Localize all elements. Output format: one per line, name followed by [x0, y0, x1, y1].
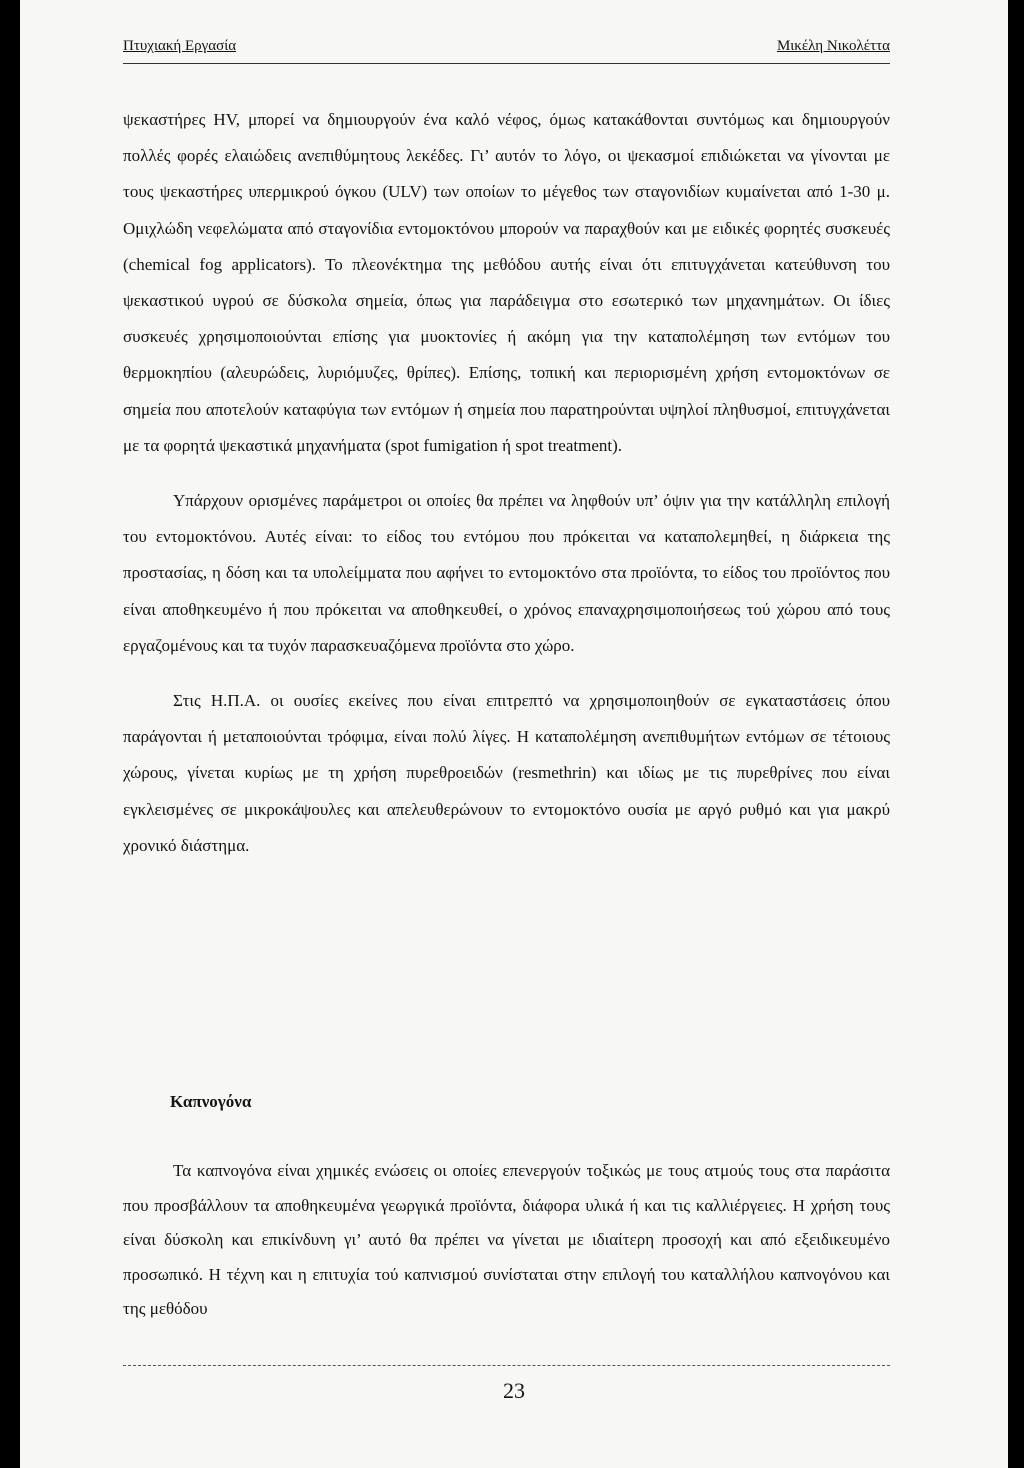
document-page [20, 0, 1008, 1468]
header-left: Πτυχιακή Εργασία [123, 38, 237, 54]
paragraph-3: Στις Η.Π.Α. οι ουσίες εκείνες που είναι επιτρεπτό να χρησιμοποιηθούν σε εγκαταστάσεις όπου παράγονται ή μεταποιούνται τρόφιμα, είναι πολύ λίγες. Η καταπολέμηση ανεπιθυμήτων εντόμων σε τέτοιους χώρους, γίνεται κυρίως με τη χρήση πυρεθροειδών (resmethrin) και ιδίως με τις πυρεθρίνες που είναι εγκλεισμένες σε μικροκάψουλες και απελευθερώνουν το εντομοκτόνο ουσία με αργό ρυθμό και για μακρύ χρονικό διάστημα. [123, 691, 890, 855]
main-text [123, 102, 890, 864]
section-text [123, 1154, 890, 1327]
paragraph-1: ψεκαστήρες HV, μπορεί να δημιουργούν ένα καλό νέφος, όμως κατακάθονται συντόμως και δημιουργούν πολλές φορές ελαιώδεις ανεπιθύμητους λεκέδες. Γι’ αυτόν το λόγο, οι ψεκασμοί επιδιώκεται να γίνονται με τους ψεκαστήρες υπερμικρού όγκου (ULV) των οποίων το μέγεθος των σταγονιδίων κυμαίνεται από 1-30 μ. Ομιχλώδη νεφελώματα από σταγονίδια εντομοκτόνου μπορούν να παραχθούν και με ειδικές φορητές συσκευές (chemical fog applicators). Το πλεονέκτημα της μεθόδου αυτής είναι ότι επιτυγχάνεται κατεύθυνση του ψεκαστικού υγρού σε δύσκολα σημεία, όπως για παράδειγμα στο εσωτερικό των μηχανημάτων. Οι ίδιες συσκευές χρησιμοποιούνται επίσης για μυοκτονίες ή ακόμη για την καταπολέμηση των εντόμων του θερμοκηπίου (αλευρώδεις, λυριόμυζες, θρίπες). Επίσης, τοπική και περιορισμένη χρήση εντομοκτόνων σε σημεία που αποτελούν καταφύγια των εντόμων ή σημεία που παρατηρούνται υψηλοί πληθυσμοί, επιτυγχάνεται με τα φορητά ψεκαστικά μηχανήματα (spot fumigation ή spot treatment). [123, 110, 890, 455]
section-heading: Καπνογόνα [170, 1092, 252, 1111]
page-number: 23 [503, 1378, 525, 1403]
section-paragraph: Τα καπνογόνα είναι χημικές ενώσεις οι οποίες επενεργούν τοξικώς με τους ατμούς τους στα παράσιτα που προσβάλλουν τα αποθηκευμένα γεωργικά προϊόντα, διάφορα υλικά ή και τις καλλιέργειες. Η χρήση τους είναι δύσκολη και επικίνδυνη γι’ αυτό θα πρέπει να γίνεται με ιδιαίτερη προσοχή και από εξειδικευμένο προσωπικό. Η τέχνη και η επιτυχία τού καπνισμού συνίσταται στην επιλογή του καταλλήλου καπνογόνου και της μεθόδου [123, 1161, 890, 1318]
header-right: Μικέλη Νικολέττα [776, 38, 890, 54]
page-header [123, 38, 890, 55]
header-rule [123, 63, 890, 64]
footer-rule [123, 1365, 890, 1366]
paragraph-2: Υπάρχουν ορισμένες παράμετροι οι οποίες θα πρέπει να ληφθούν υπ’ όψιν για την κατάλληλη επιλογή του εντομοκτόνου. Αυτές είναι: το είδος του εντόμου που πρόκειται να καταπολεμηθεί, η διάρκεια της προστασίας, η δόση και τα υπολείμματα που αφήνει το εντομοκτόνο στα προϊόντα, το είδος του προϊόντος που είναι αποθηκευμένο ή που πρόκειται να αποθηκευθεί, ο χρόνος επαναχρησιμοποιήσεως τού χώρου από τους εργαζομένους και τα τυχόν παρασκευαζόμενα προϊόντα στο χώρο. [123, 491, 890, 655]
